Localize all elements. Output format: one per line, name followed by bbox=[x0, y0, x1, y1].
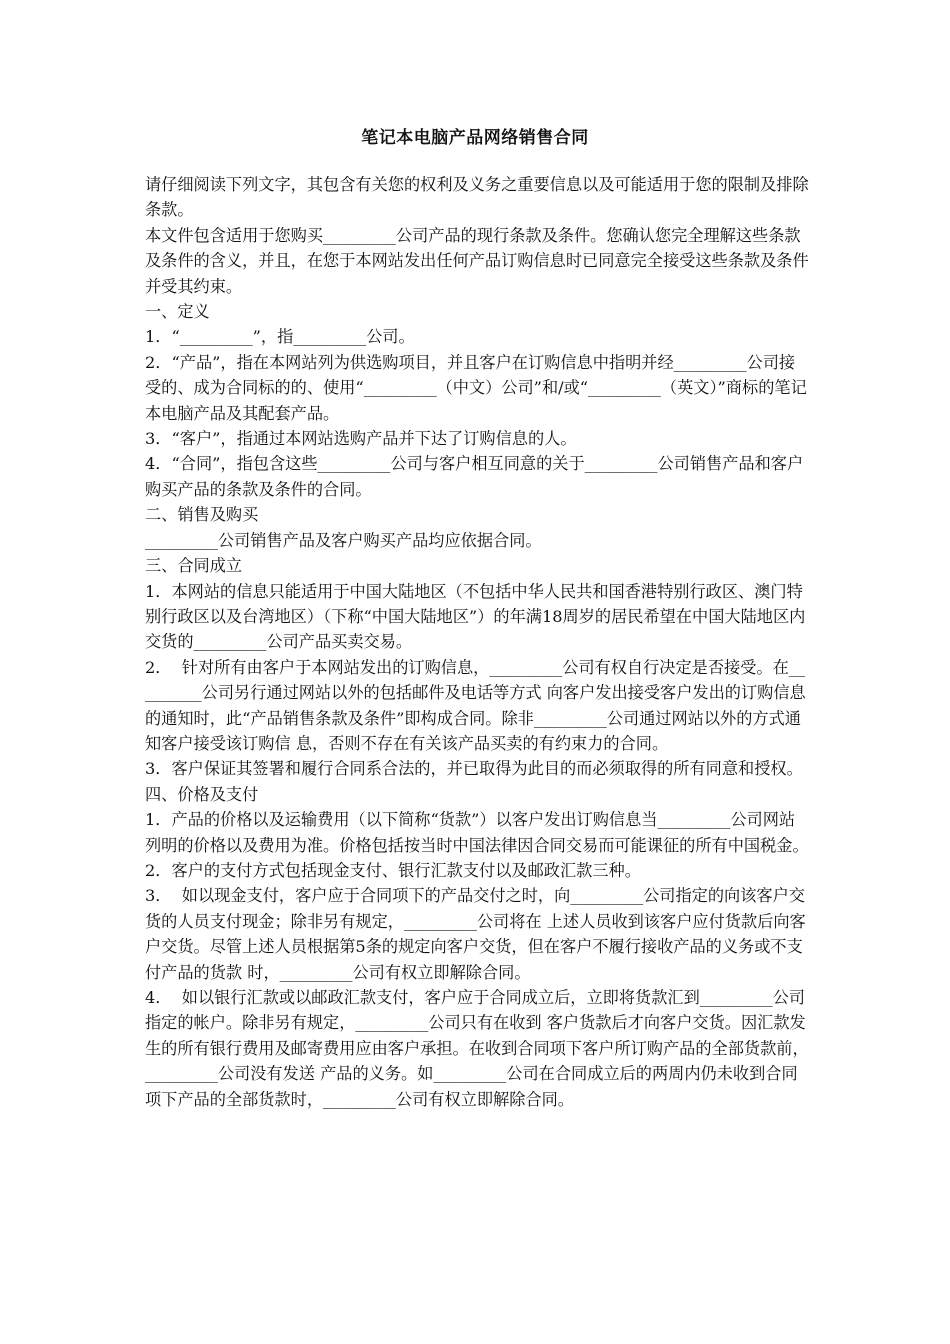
definition-item-1: 1．“_________”，指_________公司。 bbox=[145, 327, 415, 347]
formation-item-1: 1．本网站的信息只能适用于中国大陆地区（不包括中华人民共和国香港特别行政区、澳门特别行政区以及台湾地区）（下称“中国大陆地区”）的年满18周岁的居民希望在中国大陆地区内交货的_________公司产品买卖交易。 bbox=[145, 581, 806, 652]
price-item-4: 4． 如以银行汇款或以邮政汇款支付，客户应于合同成立后，立即将货款汇到_________公司指定的帐户。除非另有规定，_________公司只有在收到 客户货款后才向客户交货。因汇款发生的所有银行费用及邮寄费用应由客户承担。在收到合同项下客户所订购产品的全部货款前，_________公司没有发送 产品的义务。如_________公司在合同成立后的两周内仍未收到合同项下产品的全部货款时，_________公司有权立即解除合同。 bbox=[145, 988, 809, 1109]
formation-item-3: 3．客户保证其签署和履行合同系合法的，并已取得为此目的而必须取得的所有同意和授权。 bbox=[145, 759, 803, 779]
price-item-3: 3． 如以现金支付，客户应于合同项下的产品交付之时，向_________公司指定的向该客户交货的人员支付现金；除非另有规定，_________公司将在 上述人员收到该客户应付货款后向客户交货。尽管上述人员根据第5条的规定向客户交货，但在客户不履行接收产品的义务或不支付产品的货款 时，_________公司有权立即解除合同。 bbox=[145, 886, 806, 982]
sales-paragraph: _________公司销售产品及客户购买产品均应依据合同。 bbox=[145, 530, 542, 550]
price-item-1: 1．产品的价格以及运输费用（以下简称“货款”）以客户发出订购信息当_________公司网站列明的价格以及费用为准。价格包括按当时中国法律因合同交易而可能课征的所有中国税金。 bbox=[145, 810, 809, 855]
definition-item-2: 2．“产品”，指在本网站列为供选购项目，并且客户在订购信息中指明并经_________公司接受的、成为合同标的的、使用“_________（中文）公司”和/或“_________（英文）”商标的笔记本电脑产品及其配套产品。 bbox=[145, 352, 807, 423]
section-heading-sales: 二、销售及购买 bbox=[145, 505, 259, 525]
intro-scope-paragraph: 本文件包含适用于您购买_________公司产品的现行条款及条件。您确认您完全理解这些条款及条件的含义，并且，在您于本网站发出任何产品订购信息时已同意完全接受这些条款及条件并受其约束。 bbox=[145, 225, 809, 296]
document-body bbox=[145, 172, 810, 1112]
intro-notice-paragraph: 请仔细阅读下列文字，其包含有关您的权利及义务之重要信息以及可能适用于您的限制及排除条款。 bbox=[145, 175, 809, 220]
definition-item-3: 3．“客户”，指通过本网站选购产品并下达了订购信息的人。 bbox=[145, 429, 577, 449]
section-heading-price: 四、价格及支付 bbox=[145, 784, 259, 804]
document-title: 笔记本电脑产品网络销售合同 bbox=[361, 128, 589, 148]
section-heading-formation: 三、合同成立 bbox=[145, 556, 243, 576]
section-heading-definitions: 一、定义 bbox=[145, 302, 210, 322]
definition-item-4: 4．“合同”，指包含这些_________公司与客户相互同意的关于_________公司销售产品和客户购买产品的条款及条件的合同。 bbox=[145, 454, 804, 499]
formation-item-2: 2． 针对所有由客户于本网站发出的订购信息，_________公司有权自行决定是否接受。在_________公司另行通过网站以外的包括邮件及电话等方式 向客户发出接受客户发出的订购信息的通知时，此“产品销售条款及条件”即构成合同。除非_________公司通过网站以外的方式通知客户接受该订购信 息，否则不存在有关该产品买卖的有约束力的合同。 bbox=[145, 657, 806, 753]
price-item-2: 2．客户的支付方式包括现金支付、银行汇款支付以及邮政汇款三种。 bbox=[145, 860, 641, 880]
